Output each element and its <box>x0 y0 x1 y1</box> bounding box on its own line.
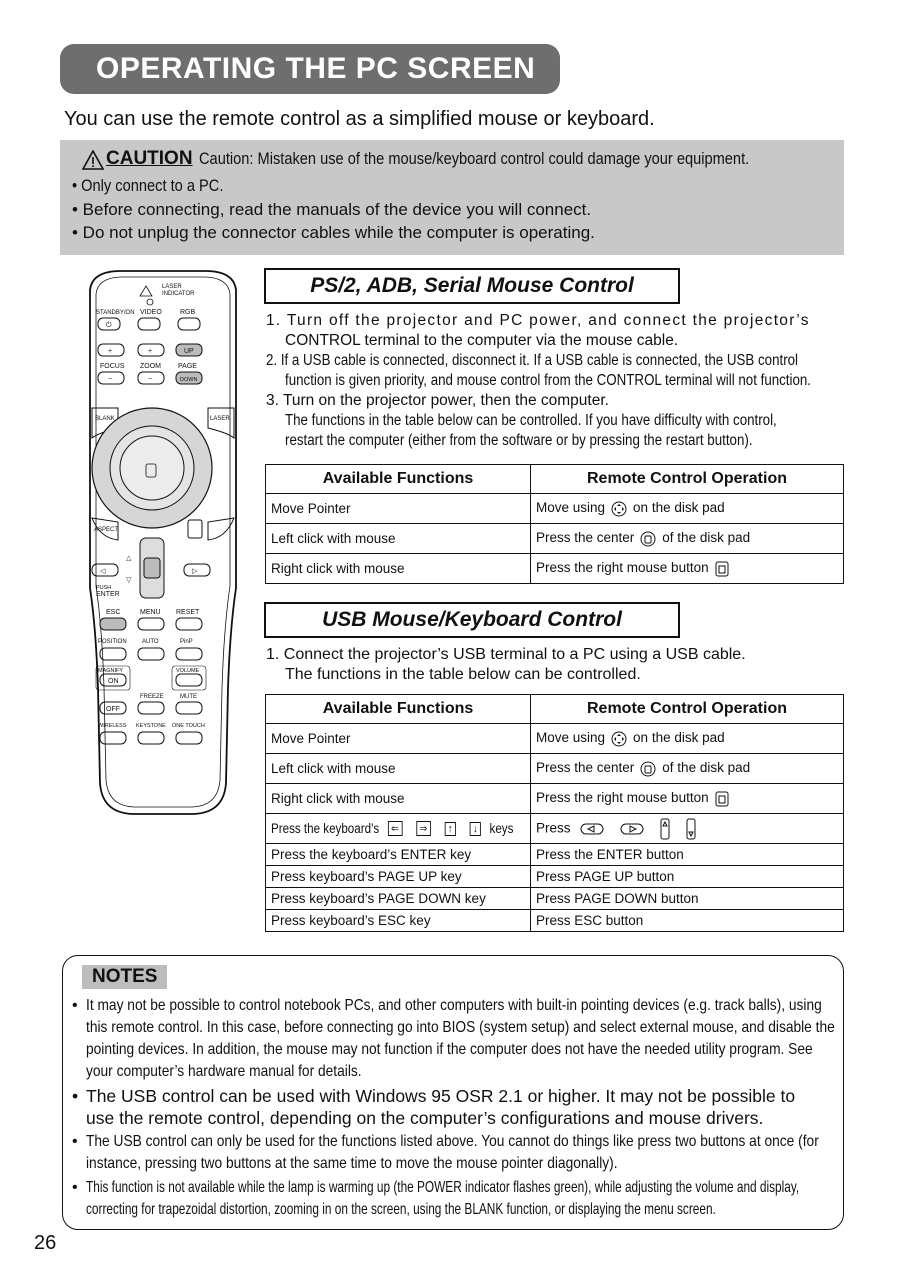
svg-text:FOCUS: FOCUS <box>100 363 125 370</box>
note-item: • This function is not available while the lamp is warming up (the POWER indicator flashes green), while adjusting the volume and display, correcting for trapezoidal distortion, zooming in on the screen, using the BLANK function, or displaying the menu screen. <box>72 1179 800 1218</box>
ps2-section-heading: PS/2, ADB, Serial Mouse Control <box>264 268 680 304</box>
intro-text: You can use the remote control as a simplified mouse or keyboard. <box>64 108 655 130</box>
usb-section-heading: USB Mouse/Keyboard Control <box>264 602 680 638</box>
svg-text:LASER: LASER <box>162 284 182 290</box>
table-row: Right click with mouse Press the right mouse button <box>266 784 844 814</box>
svg-text:PinP: PinP <box>180 639 193 645</box>
caution-first-line <box>82 148 838 170</box>
svg-text:PUSH: PUSH <box>96 585 112 591</box>
svg-text:△: △ <box>126 555 132 562</box>
left-arrow-key-icon: ⇐ <box>388 821 403 836</box>
note-item: • The USB control can be used with Windows 95 OSR 2.1 or higher. It may not be possible to use the remote control, depending on the computer’s configurations and mouse drivers. <box>72 1086 796 1128</box>
caution-text: Caution: Mistaken use of the mouse/keyboard control could damage your equipment. <box>198 149 749 168</box>
svg-text:RGB: RGB <box>180 309 196 316</box>
svg-text:ZOOM: ZOOM <box>140 363 161 370</box>
svg-text:INDICATOR: INDICATOR <box>162 291 195 297</box>
svg-text:PAGE: PAGE <box>178 363 197 370</box>
right-mouse-button-icon <box>715 791 729 807</box>
remote-control-illustration <box>78 268 248 823</box>
svg-text:STANDBY/ON: STANDBY/ON <box>96 310 135 316</box>
note-item: • The USB control can only be used for the functions listed above. You cannot do things like press two buttons at once (for instance, pressing two buttons at the same time to move the mouse pointer diagonally). <box>72 1133 819 1172</box>
right-arrow-key-icon: ⇒ <box>416 821 431 836</box>
right-mouse-button-icon <box>715 561 729 577</box>
table-row: Press the keyboard’s ENTER key Press the ENTER button <box>266 844 844 866</box>
svg-text:+: + <box>148 348 153 355</box>
usb-step-1: 1. Connect the projector’s USB terminal to a PC using a USB cable. <box>266 646 746 663</box>
disk-center-icon <box>640 531 656 547</box>
right-button-icon <box>620 823 644 835</box>
up-button-icon <box>660 818 670 840</box>
svg-text:OFF: OFF <box>106 706 120 713</box>
svg-text:MUTE: MUTE <box>180 694 197 700</box>
caution-box <box>60 140 844 255</box>
table-row: Press keyboard’s ESC key Press ESC button <box>266 910 844 932</box>
ps2-functions-table: Available Functions Remote Control Operation Move Pointer Move using on the disk pad Left click with mouse Press the center of the disk pad Right click with mouse Press the right mouse button <box>265 464 844 584</box>
notes-label: NOTES <box>82 965 167 989</box>
left-button-icon <box>580 823 604 835</box>
svg-text:VIDEO: VIDEO <box>140 309 162 316</box>
table-row: Move Pointer Move using on the disk pad <box>266 724 844 754</box>
svg-text:◁: ◁ <box>100 568 106 575</box>
svg-text:RESET: RESET <box>176 609 200 616</box>
svg-text:POSITION: POSITION <box>98 639 127 645</box>
svg-text:ON: ON <box>108 678 119 685</box>
svg-text:VOLUME: VOLUME <box>176 668 200 674</box>
table-row: Press keyboard’s PAGE DOWN key Press PAGE DOWN button <box>266 888 844 910</box>
svg-text:−: − <box>108 376 113 383</box>
table-row: Left click with mouse Press the center of the disk pad <box>266 524 844 554</box>
svg-text:KEYSTONE: KEYSTONE <box>136 723 166 729</box>
svg-text:UP: UP <box>184 348 194 355</box>
table-row: Right click with mouse Press the right mouse button <box>266 554 844 584</box>
ps2-step-3: 3. Turn on the projector power, then the computer. <box>266 392 609 409</box>
svg-text:▽: ▽ <box>126 577 132 584</box>
svg-text:LASER: LASER <box>210 416 230 422</box>
note-item: • It may not be possible to control notebook PCs, and other computers with built-in pointing devices (e.g. track balls), using this remote control. In this case, before connecting go into BIOS (system setup) and select external mouse, and disable the pointing devices. In addition, the mouse may not function if the computer does not have the needed utility program. See your computer’s hardware manual for details. <box>72 997 835 1080</box>
svg-text:BLANK: BLANK <box>95 416 115 422</box>
svg-text:FREEZE: FREEZE <box>140 694 164 700</box>
table-row: Press the keyboard’s ⇐ ⇒ ↑ ↓ keys Press <box>266 814 844 844</box>
caution-bullet: • Do not unplug the connector cables while the computer is operating. <box>72 223 595 242</box>
svg-text:MENU: MENU <box>140 609 161 616</box>
disk-center-icon <box>640 761 656 777</box>
svg-text:WIRELESS: WIRELESS <box>98 723 127 729</box>
svg-text:ASPECT: ASPECT <box>94 527 119 533</box>
svg-text:AUTO: AUTO <box>142 639 159 645</box>
page-number: 26 <box>34 1232 57 1254</box>
svg-text:ESC: ESC <box>106 609 121 616</box>
svg-text:MAGNIFY: MAGNIFY <box>98 668 124 674</box>
table-row: Left click with mouse Press the center of the disk pad <box>266 754 844 784</box>
svg-text:ENTER: ENTER <box>96 591 120 598</box>
caution-bullet: • Only connect to a PC. <box>72 176 224 195</box>
caution-bullet: • Before connecting, read the manuals of the device you will connect. <box>72 200 592 219</box>
ps2-step-2: 2. If a USB cable is connected, disconnect it. If a USB cable is connected, the USB control <box>266 352 799 369</box>
disk-pad-icon <box>611 731 627 747</box>
svg-text:DOWN: DOWN <box>180 377 198 383</box>
table-row: Move Pointer Move using on the disk pad <box>266 494 844 524</box>
disk-pad-icon <box>611 501 627 517</box>
page-title: OPERATING THE PC SCREEN <box>60 44 560 94</box>
usb-functions-table: Available Functions Remote Control Operation Move Pointer Move using on the disk pad Left click with mouse Press the center of the disk pad Right click with mouse Press the right mouse button Press the keyboard’s ⇐ ⇒ ↑ ↓ keys Press Press the keyboard’s ENTER key Press the ENTER button Press keyboard’s PAGE UP key Press PAGE UP button Press keyboard’s PAGE DOWN key Press PAGE DOWN button Press keyboard’s ESC key Press ESC button <box>265 694 844 932</box>
down-arrow-key-icon: ↓ <box>470 822 482 836</box>
ps2-step-1: 1. Turn off the projector and PC power, and connect the projector’s <box>266 312 810 329</box>
svg-text:+: + <box>108 348 113 355</box>
up-arrow-key-icon: ↑ <box>444 822 456 836</box>
warning-triangle-icon <box>82 150 104 170</box>
down-button-icon <box>686 818 696 840</box>
svg-text:−: − <box>148 376 153 383</box>
caution-word: CAUTION <box>106 148 193 169</box>
svg-text:ONE TOUCH: ONE TOUCH <box>172 723 205 729</box>
svg-text:▷: ▷ <box>192 568 198 575</box>
svg-text:⏻: ⏻ <box>106 322 112 329</box>
table-row: Press keyboard’s PAGE UP key Press PAGE UP button <box>266 866 844 888</box>
